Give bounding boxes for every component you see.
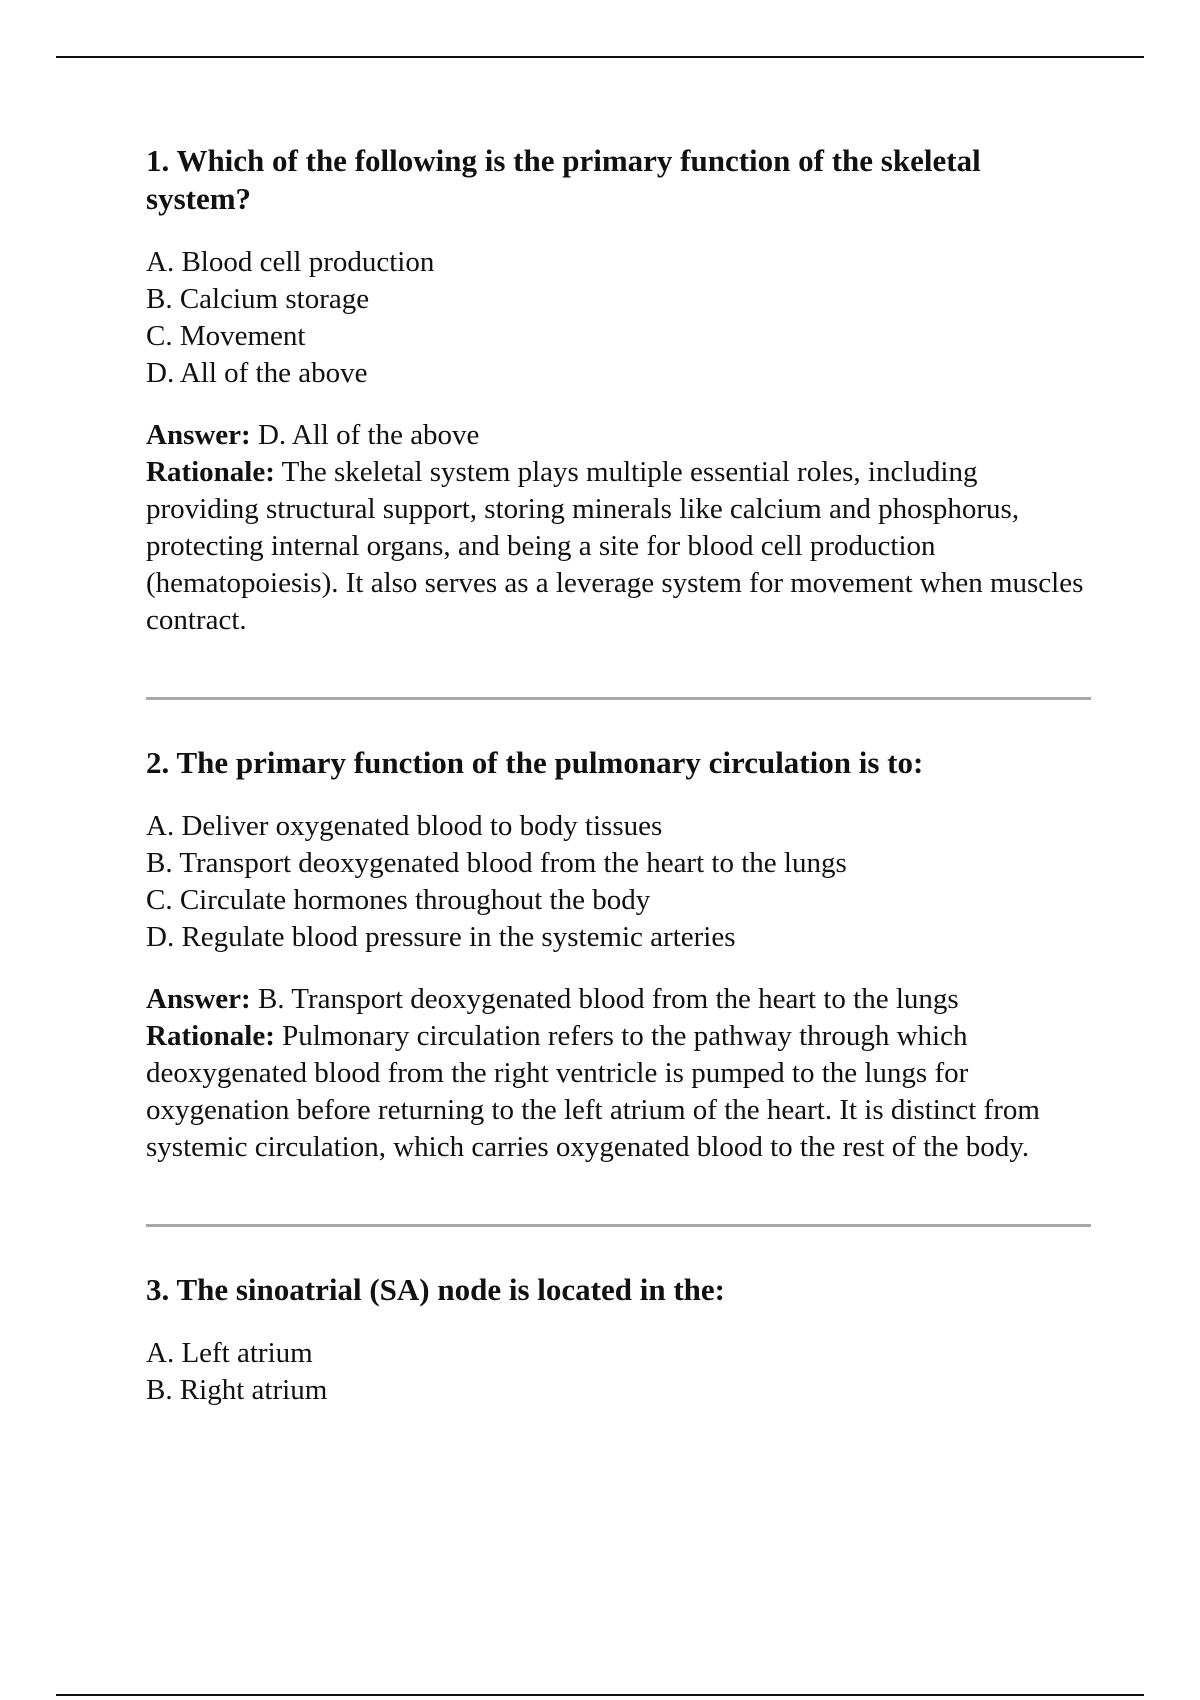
question-text: 3. The sinoatrial (SA) node is located in the: [146, 1272, 725, 1307]
options-list [146, 808, 1091, 956]
answer-line [146, 981, 1091, 1018]
question-block-2 [146, 744, 1091, 1166]
option-a: A. Left atrium [146, 1337, 313, 1369]
option-b: B. Transport deoxygenated blood from the heart to the lungs [146, 847, 847, 879]
option-b: B. Calcium storage [146, 283, 370, 315]
answer-block [146, 417, 1091, 639]
options-list [146, 1335, 1091, 1409]
answer-line [146, 417, 1091, 454]
option-d: D. All of the above [146, 357, 368, 389]
option-a: A. Deliver oxygenated blood to body tissues [146, 810, 663, 842]
question-separator [146, 1224, 1091, 1227]
answer-label: Answer: [146, 419, 251, 451]
rationale-line [146, 454, 1091, 639]
rationale-label: Rationale: [146, 1020, 275, 1052]
answer-value: B. Transport deoxygenated blood from the heart to the lungs [257, 983, 959, 1015]
option-b: B. Right atrium [146, 1374, 328, 1406]
question-text: 2. The primary function of the pulmonary circulation is to: [146, 745, 924, 780]
rationale-text: Pulmonary circulation refers to the pathway through which deoxygenated blood from the right ventricle is pumped to the lungs for oxygenation before returning to the left atrium of the heart. It is distinct from systemic circulation, which carries oxygenated blood to the rest of the body. [146, 1020, 1040, 1163]
option-d: D. Regulate blood pressure in the systemic arteries [146, 921, 736, 953]
question-block-1 [146, 142, 1091, 639]
rationale-text: The skeletal system plays multiple essential roles, including providing structural support, storing minerals like calcium and phosphorus, protecting internal organs, and being a site for blood cell production (hematopoiesis). It also serves as a leverage system for movement when muscles contract. [146, 456, 1084, 636]
option-c: C. Circulate hormones throughout the body [146, 884, 651, 916]
quiz-content [146, 142, 1091, 1409]
option-a: A. Blood cell production [146, 246, 435, 278]
option-c: C. Movement [146, 320, 306, 352]
answer-block [146, 981, 1091, 1166]
question-block-3 [146, 1271, 1091, 1409]
page-top-rule [56, 56, 1144, 58]
rationale-label: Rationale: [146, 456, 275, 488]
page-bottom-rule [56, 1694, 1144, 1696]
question-text: 1. Which of the following is the primary function of the skeletal system? [146, 143, 981, 216]
answer-label: Answer: [146, 983, 251, 1015]
rationale-line [146, 1018, 1091, 1166]
options-list [146, 244, 1091, 392]
question-separator [146, 697, 1091, 700]
answer-value: D. All of the above [257, 419, 480, 451]
